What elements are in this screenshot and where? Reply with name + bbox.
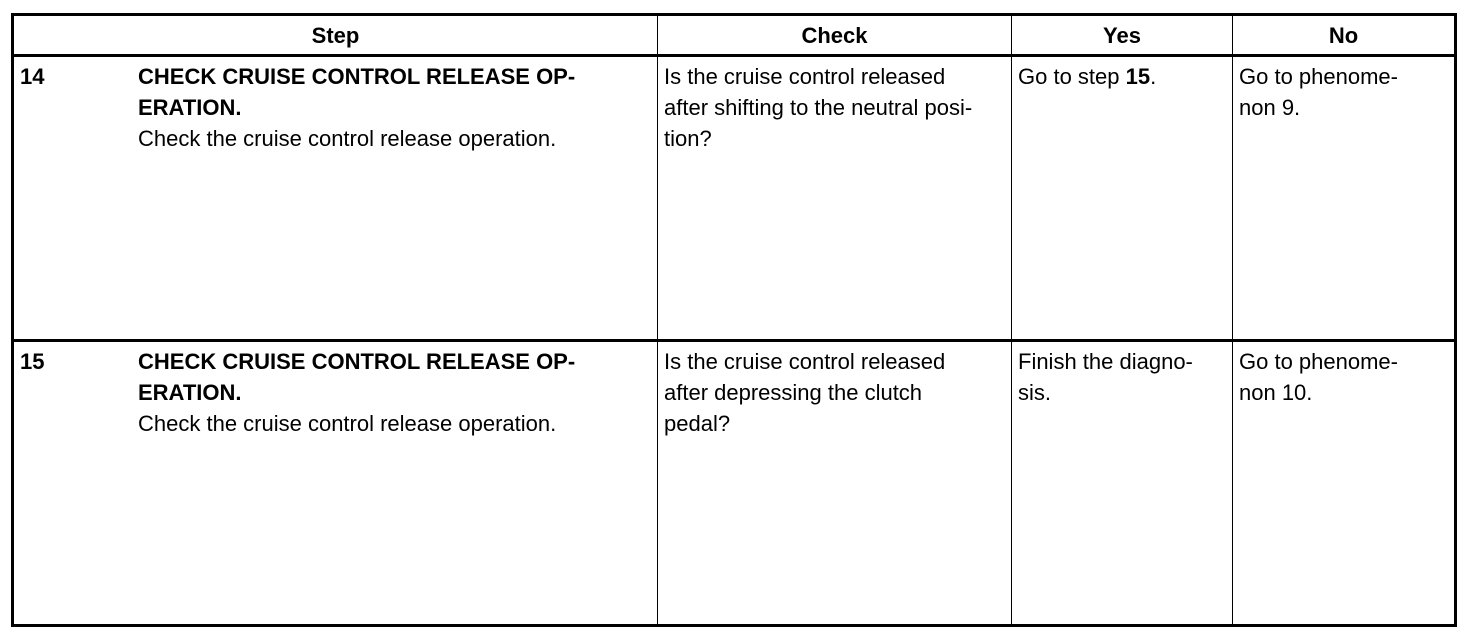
no-cell: [1233, 56, 1456, 341]
no-line1: Go to phenome-: [1239, 349, 1398, 374]
step-title-line2: ERATION.: [138, 380, 242, 405]
check-cell: [658, 56, 1012, 341]
check-line1: Is the cruise control released: [664, 64, 946, 89]
no-line2: non 10.: [1239, 380, 1313, 405]
step-number: 14: [20, 64, 45, 89]
no-cell: [1233, 341, 1456, 626]
yes-cell: [1012, 56, 1233, 341]
step-title-line1: CHECK CRUISE CONTROL RELEASE OP-: [138, 64, 576, 89]
no-line2: non 9.: [1239, 95, 1301, 120]
yes-suffix: .: [1150, 64, 1157, 89]
header-no: No: [1233, 15, 1456, 56]
check-line2: after shifting to the neutral posi-: [664, 95, 973, 120]
check-line1: Is the cruise control released: [664, 349, 946, 374]
header-yes: Yes: [1012, 15, 1233, 56]
check-cell: [658, 341, 1012, 626]
step-title-line2: ERATION.: [138, 95, 242, 120]
step-instruction: Check the cruise control release operation.: [138, 411, 557, 436]
table-row-step-14: [13, 56, 1456, 341]
step-cell: [13, 341, 658, 626]
step-title-line1: CHECK CRUISE CONTROL RELEASE OP-: [138, 349, 576, 374]
step-cell: [13, 56, 658, 341]
table-header-row: [13, 15, 1456, 56]
check-line3: pedal?: [664, 411, 731, 436]
step-instruction: Check the cruise control release operation.: [138, 126, 557, 151]
check-line3: tion?: [664, 126, 712, 151]
header-check: Check: [658, 15, 1012, 56]
header-step: Step: [13, 15, 658, 56]
yes-cell: [1012, 341, 1233, 626]
yes-prefix: Go to step: [1018, 64, 1126, 89]
yes-text: [1018, 61, 1226, 92]
check-line2: after depressing the clutch: [664, 380, 923, 405]
yes-line2: sis.: [1018, 380, 1051, 405]
yes-line1: Finish the diagno-: [1018, 349, 1193, 374]
step-number: 15: [20, 349, 45, 374]
table-row-step-15: [13, 341, 1456, 626]
no-line1: Go to phenome-: [1239, 64, 1398, 89]
diagnostic-table: [11, 13, 1457, 627]
yes-step-ref: 15: [1125, 64, 1151, 89]
